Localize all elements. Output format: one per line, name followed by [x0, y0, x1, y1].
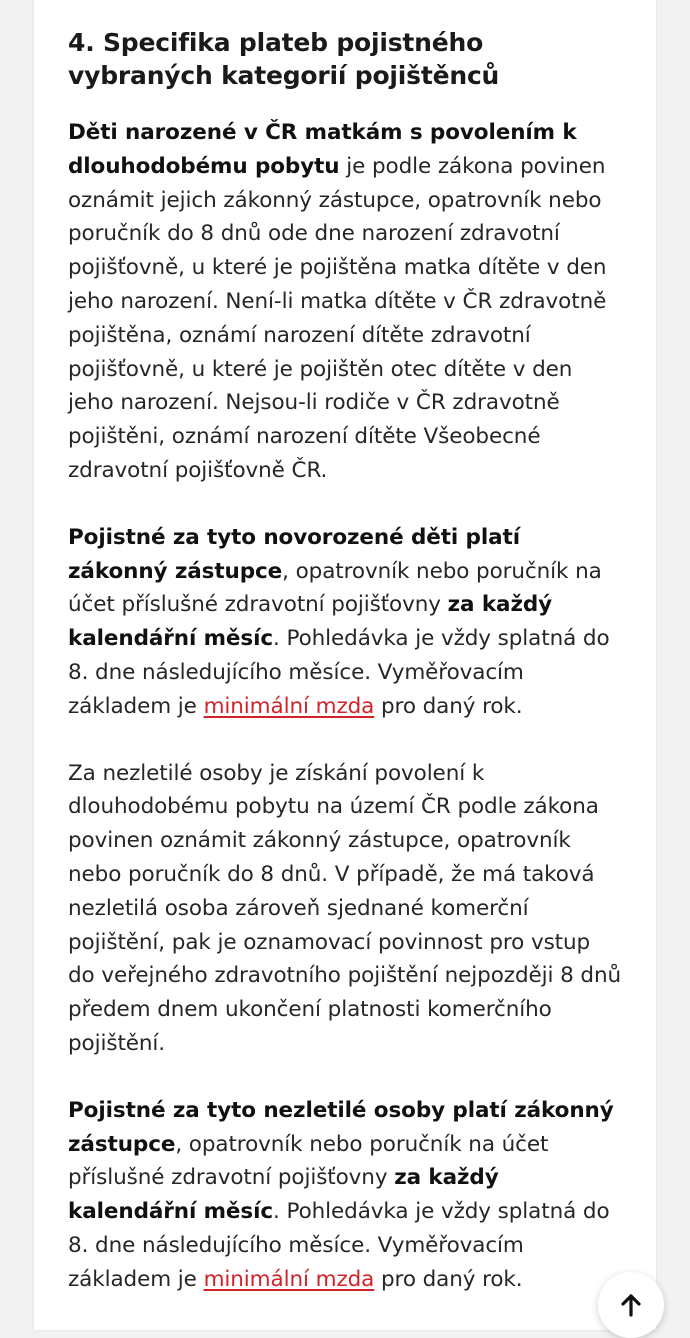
paragraph-strong: za každý kalendářní měsíc — [68, 592, 553, 652]
section-heading: 4. Specifika plateb pojistného vybraných kategorií pojištěnců — [68, 28, 500, 90]
paragraph-text: Za nezletilé osoby je získání povolení k dlouhodobému pobytu na území ČR podle zákona povinen oznámit zákonný zástupce, opatrovník nebo poručník do 8 dnů. V případě, že má taková nezletilá osoba zároveň sjednané komerční pojištění, pak je oznamovací povinnost pro vstup do veřejného zdravotního pojištění nejpozději 8 dnů předem dnem ukončení platnosti komerčního pojištění. — [68, 760, 622, 1056]
arrow-up-icon — [618, 1292, 644, 1318]
paragraph-text: pro daný rok. — [374, 1266, 523, 1292]
paragraph-children-born-in-cr — [68, 116, 623, 488]
paragraph-strong: Pojistné za tyto novorozené děti platí zákonný zástupce — [68, 524, 520, 584]
minimum-wage-link[interactable]: minimální mzda — [203, 693, 375, 719]
paragraph-strong: Děti narozené v ČR matkám s povolením k dlouhodobému pobytu — [68, 120, 577, 179]
paragraph-minors-insurance-payment — [68, 1094, 623, 1297]
paragraph-strong: Pojistné za tyto nezletilé osoby platí zákonný zástupce — [68, 1097, 614, 1157]
paragraph-text: . Pohledávka je vždy splatná do 8. dne následujícího měsíce. Vyměřovacím základem je — [68, 1199, 610, 1292]
paragraph-text: je podle zákona povinen oznámit jejich zákonný zástupce, opatrovník nebo poručník do 8 dnů ode dne narození zdravotní pojišťovně, u které je pojištěna matka dítěte v den jeho narození. Není-li matka dítěte v ČR zdravotně pojištěna, oznámí narození dítěte zdravotní pojišťovně, u které je pojištěn otec dítěte v den jeho narození. Nejsou-li rodiče v ČR zdravotně pojištěni, oznámí narození dítěte Všeobecné zdravotní pojišťovně ČR. — [68, 153, 607, 483]
paragraph-strong: za každý kalendářní měsíc — [68, 1165, 499, 1225]
scroll-to-top-button[interactable] — [598, 1272, 664, 1338]
minimum-wage-link[interactable]: minimální mzda — [203, 1266, 375, 1292]
paragraph-minors-residence-permit — [68, 757, 623, 1061]
article-section — [68, 26, 623, 1330]
paragraph-text: . Pohledávka je vždy splatná do 8. dne následujícího měsíce. Vyměřovacím základem je — [68, 626, 610, 719]
paragraph-text: pro daný rok. — [374, 693, 523, 719]
paragraph-text: , opatrovník nebo poručník na účet příslušné zdravotní pojišťovny — [68, 1131, 549, 1191]
paragraph-text: , opatrovník nebo poručník na účet příslušné zdravotní pojišťovny — [68, 558, 602, 618]
paragraph-newborn-insurance-payment — [68, 521, 623, 724]
